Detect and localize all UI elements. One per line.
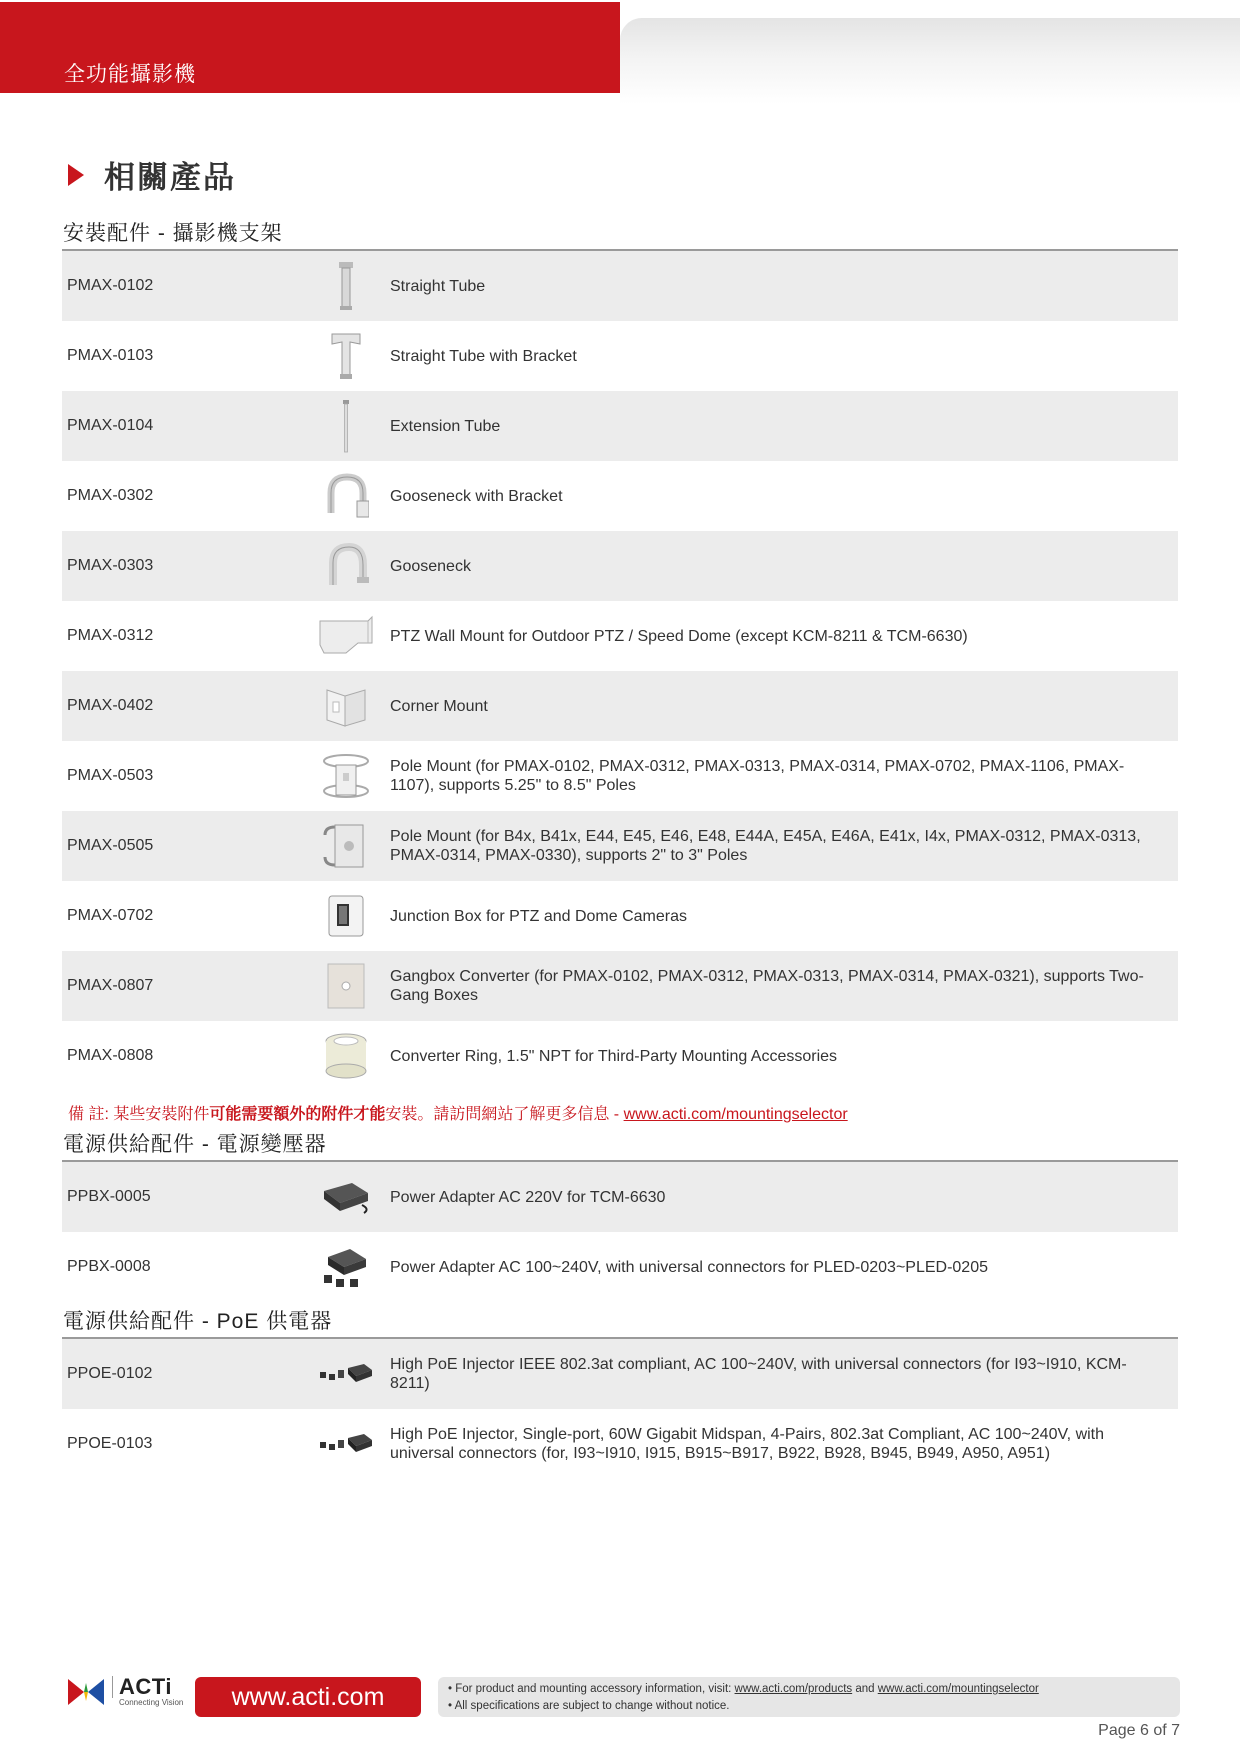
table-row (62, 1232, 1178, 1302)
table-row (62, 1339, 1178, 1409)
sku: PMAX-0102 (67, 277, 154, 294)
description: Extension Tube (390, 417, 501, 435)
pole-mount-large-icon (302, 741, 390, 811)
tube-bracket-icon (302, 321, 390, 391)
table-row (62, 531, 1178, 601)
group-power-adapters (62, 1130, 1178, 1302)
footer-line-1 (448, 1681, 1170, 1698)
group-heading: 安裝配件 - 攝影機支架 (62, 219, 1178, 251)
note-suffix: 安裝。請訪問網站了解更多信息 - (385, 1106, 624, 1123)
table-row (62, 1162, 1178, 1232)
description: Pole Mount (for PMAX-0102, PMAX-0312, PMAX-0313, PMAX-0314, PMAX-0702, PMAX-1106, PMAX-1107), supports 5.25" to 8.5" Poles (390, 758, 1125, 794)
section-title-text: 相關產品 (104, 160, 236, 195)
mounting-selector-link[interactable]: www.acti.com/mountingselector (623, 1106, 848, 1123)
sku: PMAX-0702 (67, 907, 154, 924)
triangle-bullet-icon (68, 164, 84, 186)
group-heading: 電源供給配件 - PoE 供電器 (62, 1307, 1178, 1339)
description: Power Adapter AC 100~240V, with universal connectors for PLED-0203~PLED-0205 (390, 1258, 988, 1276)
converter-ring-icon (302, 1021, 390, 1091)
page-number: Page 6 of 7 (1098, 1722, 1180, 1739)
footer-line1-prefix: • For product and mounting accessory information, visit: (448, 1683, 735, 1695)
sku: PMAX-0103 (67, 347, 154, 364)
description: Gooseneck (390, 557, 471, 575)
table-row (62, 881, 1178, 951)
sku: PMAX-0505 (67, 837, 154, 854)
wall-mount-icon (302, 601, 390, 671)
sku: PMAX-0807 (67, 977, 154, 994)
page-header (0, 0, 1240, 96)
group-mounting (62, 219, 1178, 1091)
table-row (62, 251, 1178, 321)
table-row (62, 461, 1178, 531)
table-row (62, 1409, 1178, 1479)
mounting-selector-footer-link[interactable]: www.acti.com/mountingselector (877, 1683, 1039, 1695)
logo-name: ACTi (112, 1676, 183, 1698)
description: Junction Box for PTZ and Dome Cameras (390, 907, 688, 925)
poe-injector-icon (302, 1409, 390, 1479)
description: Straight Tube with Bracket (390, 347, 577, 365)
sku: PMAX-0808 (67, 1047, 154, 1064)
description: Converter Ring, 1.5" NPT for Third-Party Mounting Accessories (390, 1047, 838, 1065)
table-row (62, 741, 1178, 811)
group-heading: 電源供給配件 - 電源變壓器 (62, 1130, 1178, 1162)
sku: PPOE-0103 (67, 1435, 153, 1452)
table-row (62, 811, 1178, 881)
group-poe-injectors (62, 1307, 1178, 1479)
gangbox-plate-icon (302, 951, 390, 1021)
table-row (62, 1021, 1178, 1091)
corner-mount-icon (302, 671, 390, 741)
sku: PMAX-0503 (67, 767, 154, 784)
description: Pole Mount (for B4x, B41x, E44, E45, E46, E48, E44A, E45A, E46A, E41x, I4x, PMAX-0312, PMAX-0313, PMAX-0314, PMAX-0330), supports 2" to 3" Poles (390, 828, 1141, 864)
note-prefix: 備 註: 某些安裝附件 (68, 1106, 210, 1123)
sku: PPOE-0102 (67, 1365, 153, 1382)
description: PTZ Wall Mount for Outdoor PTZ / Speed Dome (except KCM-8211 & TCM-6630) (390, 627, 968, 645)
logo-tagline: Connecting Vision (119, 1698, 184, 1707)
extension-tube-icon (302, 391, 390, 461)
table-row (62, 321, 1178, 391)
gooseneck-icon (302, 531, 390, 601)
footer-line1-and: and (852, 1683, 878, 1695)
description: Corner Mount (390, 697, 488, 715)
footer-line-2: • All specifications are subject to change without notice. (448, 1700, 730, 1712)
table-row (62, 671, 1178, 741)
description: High PoE Injector IEEE 802.3at compliant, AC 100~240V, with universal connectors (for I93~I910, KCM-8211) (390, 1356, 1127, 1392)
mounting-note (68, 1101, 848, 1124)
table-row (62, 951, 1178, 1021)
note-bold: 可能需要額外的附件才能 (209, 1106, 386, 1123)
power-adapter-icon (302, 1162, 390, 1232)
sku: PMAX-0104 (67, 417, 154, 434)
description: Straight Tube (390, 277, 486, 295)
sku: PMAX-0402 (67, 697, 154, 714)
sku: PMAX-0302 (67, 487, 154, 504)
sku: PMAX-0303 (67, 557, 154, 574)
universal-adapter-icon (302, 1232, 390, 1302)
sku: PPBX-0005 (67, 1188, 151, 1205)
description: Gooseneck with Bracket (390, 487, 563, 505)
acti-logo-mark-icon (68, 1679, 104, 1705)
products-link[interactable]: www.acti.com/products (734, 1683, 853, 1695)
poe-injector-icon (302, 1339, 390, 1409)
website-link[interactable]: www.acti.com (195, 1677, 421, 1717)
straight-tube-icon (302, 251, 390, 321)
table-row (62, 601, 1178, 671)
sku: PMAX-0312 (67, 627, 154, 644)
pole-mount-small-icon (302, 811, 390, 881)
related-products-title (68, 152, 236, 197)
acti-logo (68, 1676, 183, 1707)
junction-box-icon (302, 881, 390, 951)
table-row (62, 391, 1178, 461)
header-grey-band (620, 18, 1240, 104)
description: Gangbox Converter (for PMAX-0102, PMAX-0312, PMAX-0313, PMAX-0314, PMAX-0321), supports Two-Gang Boxes (390, 968, 1144, 1004)
description: High PoE Injector, Single-port, 60W Gigabit Midspan, 4-Pairs, 802.3at Compliant, AC 100~240V, with universal connectors (for, I93~I910, I915, B915~B917, B922, B928, B945, B949, A950, A951) (390, 1426, 1105, 1462)
description: Power Adapter AC 220V for TCM-6630 (390, 1188, 666, 1206)
header-title: 全功能攝影機 (64, 63, 196, 86)
sku: PPBX-0008 (67, 1258, 151, 1275)
gooseneck-bracket-icon (302, 461, 390, 531)
footer-notes (438, 1677, 1180, 1717)
